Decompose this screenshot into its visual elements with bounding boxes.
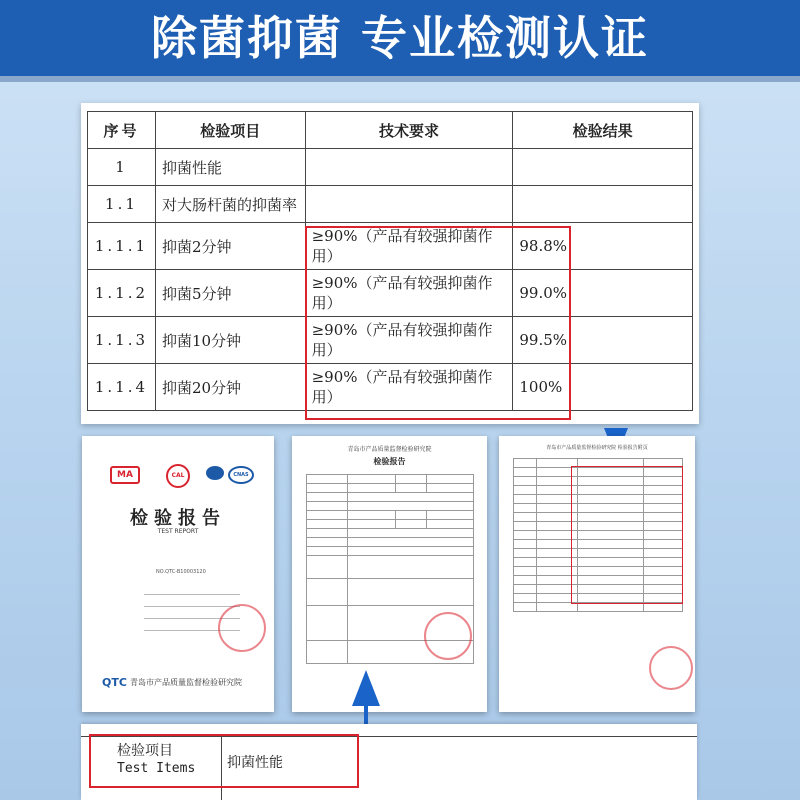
cnas-logo: CNAS xyxy=(228,466,254,484)
table-row xyxy=(88,186,693,223)
report-annex-thumbnail xyxy=(499,436,695,712)
header-requirement: 技术要求 xyxy=(305,112,513,149)
row-no: 1.1 xyxy=(88,186,156,223)
highlight-box-results xyxy=(305,226,571,420)
row-requirement xyxy=(305,149,513,186)
row-no: 1.1.3 xyxy=(88,317,156,364)
header-no: 序号 xyxy=(88,112,156,149)
seal-stamp xyxy=(649,646,693,690)
row-item: 抑菌10分钟 xyxy=(155,317,305,364)
test-items-strip xyxy=(81,724,697,800)
row-result: 99.0% xyxy=(513,270,693,317)
header-item: 检验项目 xyxy=(155,112,305,149)
seal-stamp xyxy=(218,604,266,652)
cal-logo: CAL xyxy=(166,464,190,488)
seal-stamp xyxy=(424,612,472,660)
row-requirement: ≥90%（产品有较强抑菌作用） xyxy=(311,227,493,265)
cover-field-line xyxy=(144,606,240,607)
row-no: 1.1.2 xyxy=(88,270,156,317)
report-page-org: 青岛市产品质量监督检验研究院 xyxy=(347,446,432,453)
test-items-label-en: Test Items xyxy=(117,761,196,776)
highlight-box-annex xyxy=(571,466,683,604)
row-result: 98.8% xyxy=(513,223,693,270)
row-item: 抑菌5分钟 xyxy=(155,270,305,317)
row-result: 100% xyxy=(513,364,693,411)
header-shadow xyxy=(0,76,800,82)
test-items-label-cn: 检验项目 xyxy=(117,743,173,759)
cover-org-name: 青岛市产品质量监督检验研究院 xyxy=(130,678,242,687)
test-items-value: 抑菌性能 xyxy=(227,755,283,771)
row-result xyxy=(513,186,693,223)
page-title: 除菌抑菌 专业检测认证 xyxy=(150,11,649,65)
table-row xyxy=(88,149,693,186)
header-result: 检验结果 xyxy=(513,112,693,149)
row-requirement: ≥90%（产品有较强抑菌作用） xyxy=(311,321,493,359)
row-requirement xyxy=(305,186,513,223)
cover-subtitle: TEST REPORT xyxy=(157,528,199,535)
row-no: 1.1.4 xyxy=(88,364,156,411)
cover-field-line xyxy=(144,594,240,595)
annex-page-org: 青岛市产品质量监督检验研究院 检验报告附页 xyxy=(546,445,648,451)
report-cover-thumbnail xyxy=(82,436,274,712)
row-requirement: ≥90%（产品有较强抑菌作用） xyxy=(311,368,493,406)
row-no: 1 xyxy=(88,149,156,186)
qtc-logo: QTC xyxy=(102,676,127,689)
table-header-row xyxy=(88,112,693,149)
arrow-up-icon xyxy=(352,670,380,706)
row-item: 抑菌2分钟 xyxy=(155,223,305,270)
row-item: 对大肠杆菌的抑菌率 xyxy=(155,186,305,223)
report-page-thumbnail xyxy=(292,436,487,712)
row-requirement: ≥90%（产品有较强抑菌作用） xyxy=(311,274,493,312)
row-item: 抑菌性能 xyxy=(155,149,305,186)
cover-title: 检验报告 xyxy=(130,508,226,529)
row-item: 抑菌20分钟 xyxy=(155,364,305,411)
cover-report-no: NO.QTC-B10003120 xyxy=(156,569,206,575)
report-page-title: 检验报告 xyxy=(373,456,406,466)
row-no: 1.1.1 xyxy=(88,223,156,270)
row-result xyxy=(513,149,693,186)
ilac-logo xyxy=(206,466,224,480)
cma-logo: MA xyxy=(110,466,140,484)
row-result: 99.5% xyxy=(513,317,693,364)
highlight-box-test-items xyxy=(89,734,359,788)
results-table-card xyxy=(81,103,699,424)
